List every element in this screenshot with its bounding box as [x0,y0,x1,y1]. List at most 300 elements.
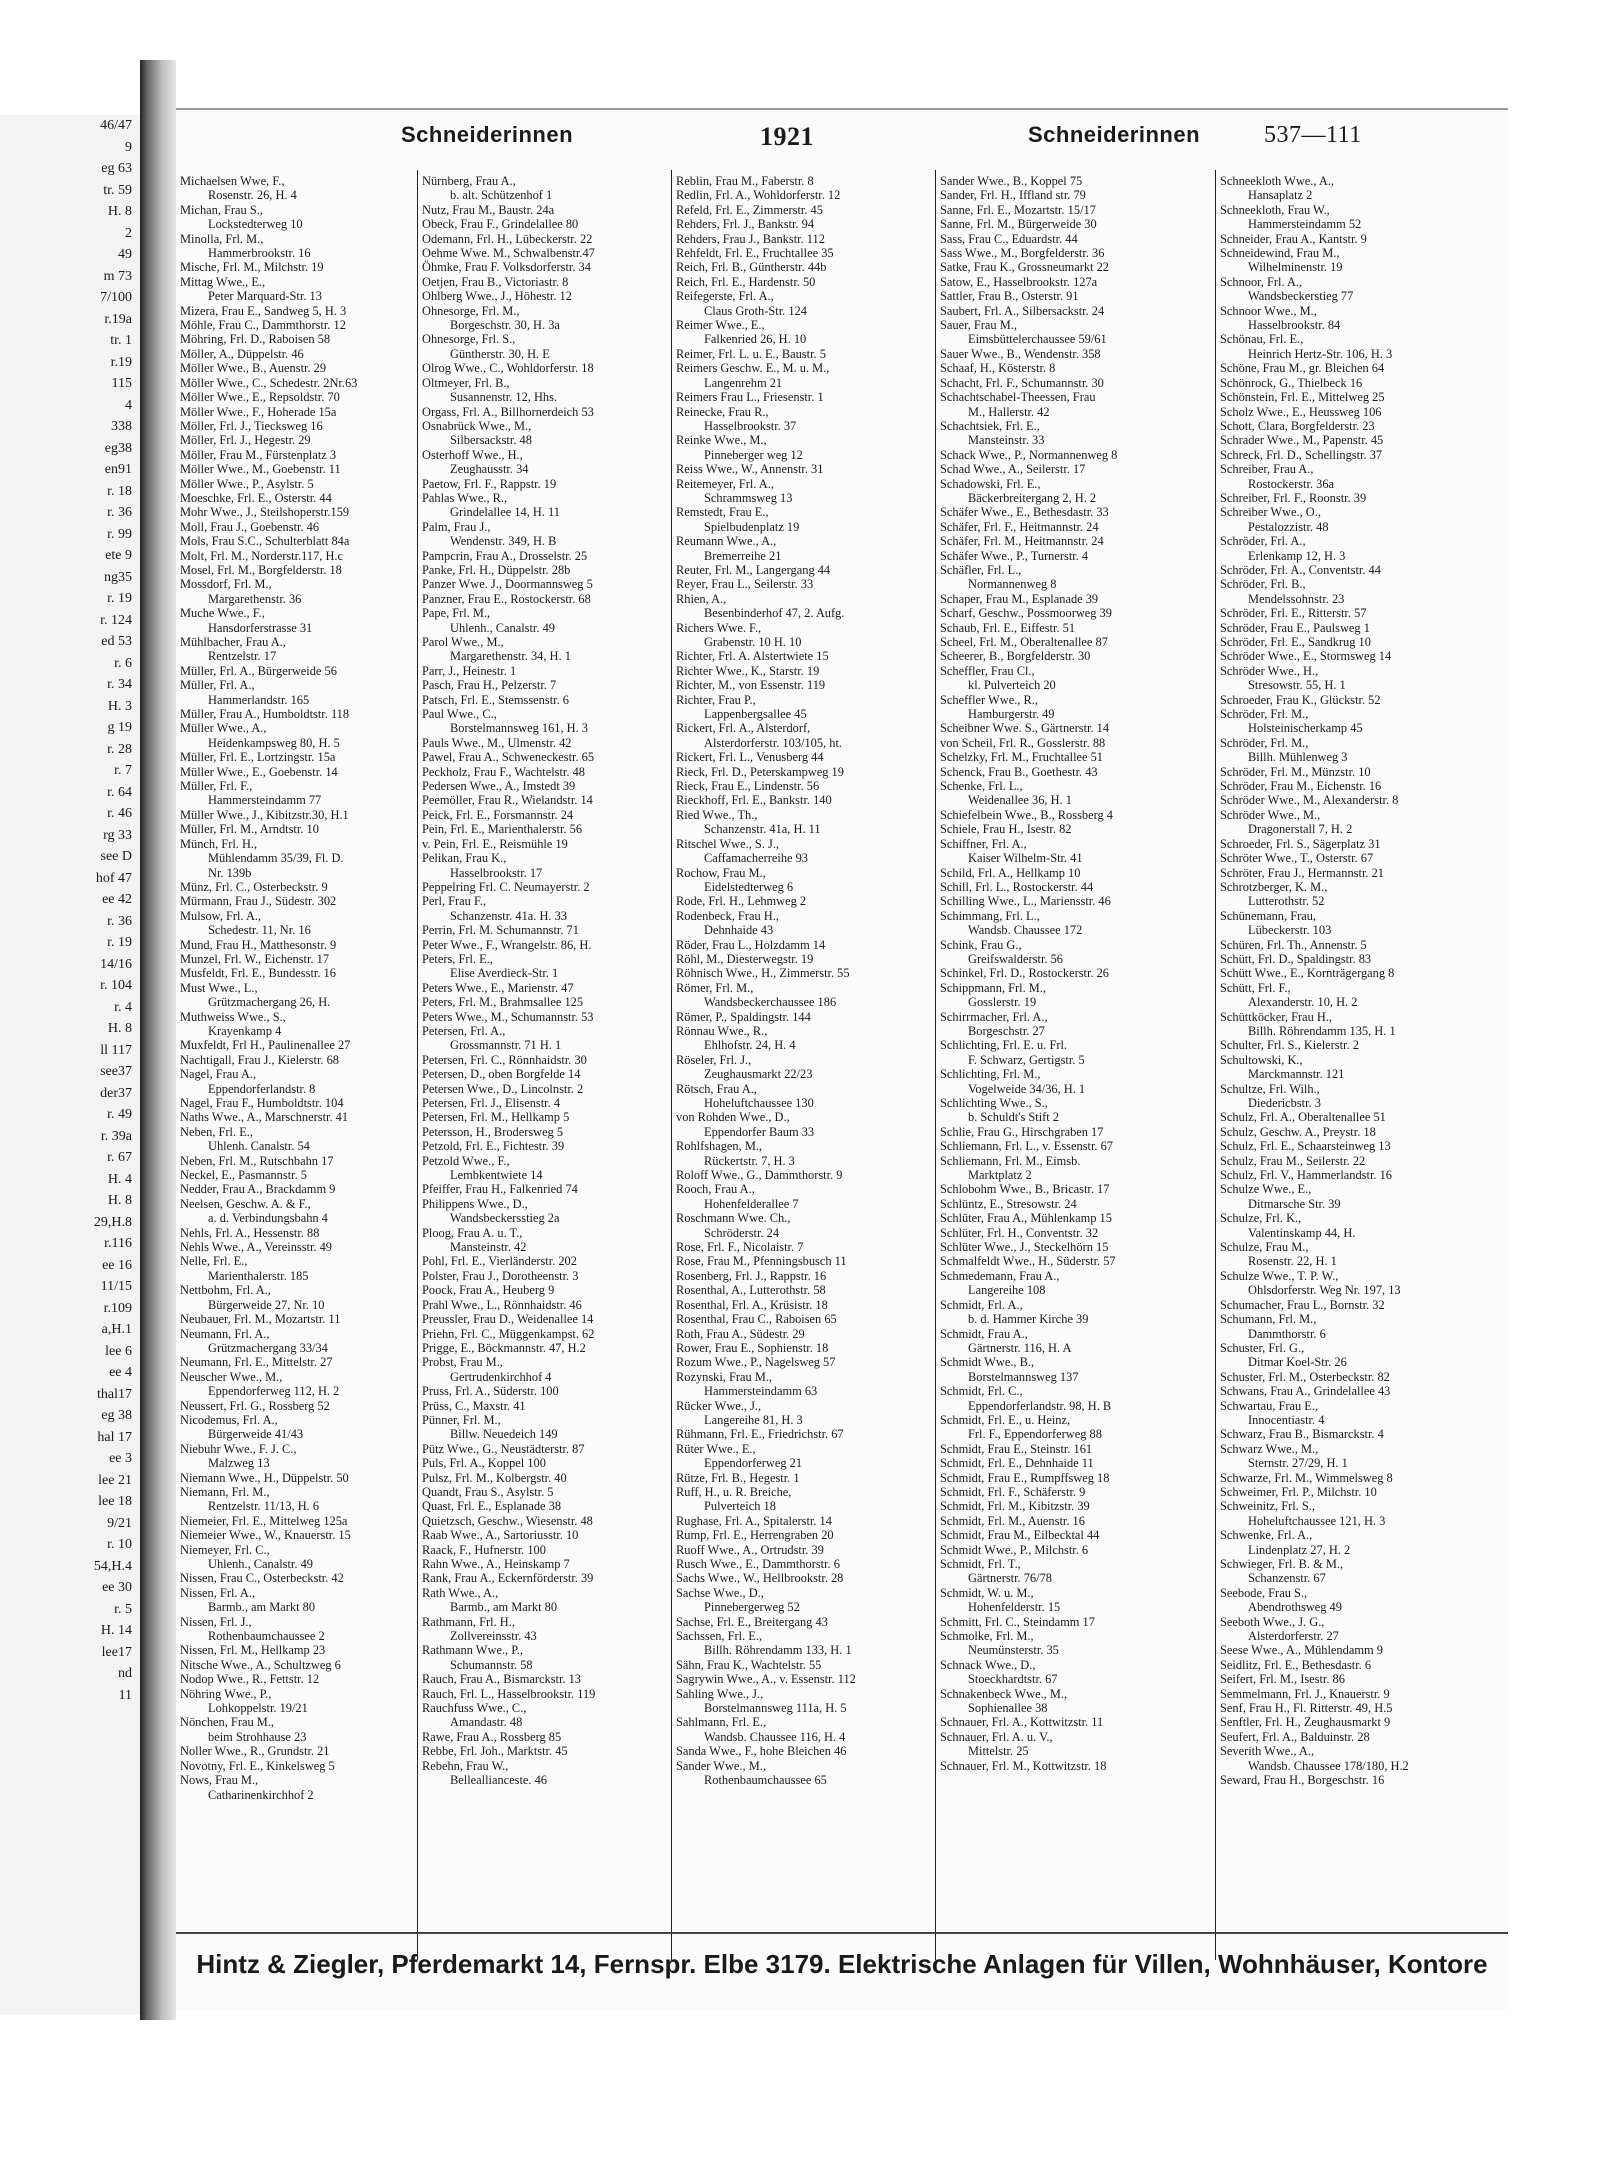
directory-entry-line: Scheffler, Frau Cl., [940,663,1035,678]
directory-entry-line: Dehnhaide 43 [704,923,774,938]
directory-entry-line: Raack, F., Hufnerstr. 100 [422,1542,546,1557]
left-page-fragment-line: 11 [118,1687,132,1703]
left-page-fragment-line: eg 38 [101,1408,132,1423]
directory-entry-line: Mohr Wwe., J., Steilshoperstr.159 [180,505,350,520]
directory-entry-line: Schröder, Frl. M., Münzstr. 10 [1220,764,1371,779]
directory-entry-line: Malzweg 13 [208,1456,270,1471]
directory-entry-line: Hoheluftchaussee 130 [704,1096,814,1110]
directory-entry-line: Panzner, Frau E., Rostockerstr. 68 [422,591,591,606]
directory-entry-line: Schill, Frl. L., Rostockerstr. 44 [940,879,1094,894]
left-page-fragment-line: 338 [111,419,132,434]
directory-entry-line: Rode, Frl. H., Lehmweg 2 [676,894,807,909]
directory-entry-line: Erlenkamp 12, H. 3 [1248,548,1346,563]
directory-entry-line: Schnoor Wwe., M., [1220,303,1317,318]
directory-entry-line: Müller Wwe., A., [180,721,267,736]
directory-entry-line: Sachs Wwe., W., Hellbrookstr. 28 [676,1571,844,1586]
left-page-fragment-line: 9 [125,139,132,155]
left-page-fragment-line: r. 5 [114,1601,132,1617]
directory-entry-line: Remstedt, Frau E., [676,505,769,520]
directory-entry-line: Schulze Wwe., E., [1220,1182,1312,1197]
directory-entry-line: Zollvereinsstr. 43 [450,1629,537,1644]
directory-entry-line: Schinkel, Frl. D., Rostockerstr. 26 [940,966,1109,981]
directory-entry-line: Pruss, Frl. A., Süderstr. 100 [422,1384,559,1399]
left-page-fragment-line: ee 16 [102,1257,132,1273]
directory-entry-line: Ruoff Wwe., A., Ortrudstr. 39 [676,1542,824,1557]
directory-entry-line: Schmidt, Frl. E., Dehnhaide 11 [940,1456,1094,1471]
directory-entry-line: Musfeldt, Frl. E., Bundesstr. 16 [180,966,336,981]
directory-entry-line: Schneekloth Wwe., A., [1220,174,1335,188]
directory-entry-line: Redlin, Frl. A., Wohldorferstr. 12 [676,188,841,203]
directory-entry-line: Peemöller, Frau R., Wielandstr. 14 [422,793,593,808]
directory-entry-line: Eppendorferweg 21 [704,1456,803,1471]
directory-entry-line: Peters Wwe., M., Schumannstr. 53 [422,1009,594,1024]
directory-entry-line: Hammersteindamm 63 [704,1384,818,1399]
directory-entry-line: Rieck, Frl. D., Peterskampweg 19 [676,764,844,779]
directory-entry-line: Quandt, Frau S., Asylstr. 5 [422,1484,554,1499]
left-page-fragment-line: H. 8 [107,204,132,219]
directory-entry-line: Must Wwe., L., [180,980,258,995]
directory-entry-line: Belleallianceste. 46 [450,1773,548,1788]
directory-entry-line: Niemeier, Frl. E., Mittelweg 125a [180,1513,348,1528]
directory-entry-line: Oehme Wwe. M., Schwalbenstr.47 [422,246,595,261]
directory-entry-line: Muthweiss Wwe., S., [180,1009,286,1024]
left-page-fragment-line: 54,H.4 [93,1558,132,1574]
directory-entry-line: Peter Marquard-Str. 13 [208,289,322,304]
directory-entry-line: Probst, Frau M., [422,1355,503,1370]
directory-entry-line: Perrin, Frl. M. Schumannstr. 71 [422,923,579,938]
directory-entry-line: Neubauer, Frl. M., Mozartstr. 11 [180,1312,341,1327]
left-page-fragment-line: r. 36 [107,505,132,520]
directory-entry-line: Schüttköcker, Frau H., [1220,1009,1333,1024]
directory-entry-line: Schröder Wwe., M., Alexanderstr. 8 [1220,793,1399,808]
directory-entry-line: Schönau, Frl. E., [1220,332,1304,347]
directory-entry-line: Schäfer, Frl. M., Heitmannstr. 24 [940,534,1104,549]
left-page-fragment-line: r. 46 [107,806,132,821]
directory-entry-line: Nows, Frau M., [180,1773,259,1788]
left-page-fragment-line: r. 19 [107,591,132,606]
directory-entry-line: Scheel, Frl. M., Oberaltenallee 87 [940,635,1108,649]
left-page-fragment-line: r. 67 [107,1150,132,1165]
directory-entry-line: Borstelmannsweg 137 [968,1369,1079,1384]
page-header [176,122,1508,166]
directory-entry-line: Eimsbüttelerchaussee 59/61 [968,332,1107,347]
directory-entry-line: Rose, Frau M., Pfenningsbusch 11 [676,1254,847,1269]
directory-entry-line: Margarethenstr. 36 [208,591,302,606]
directory-entry-line: Pape, Frl. M., [422,606,491,621]
directory-entry-line: Gärtnerstr. 76/78 [968,1571,1052,1586]
directory-entry-line: Nehls Wwe., A., Vereinsstr. 49 [180,1240,333,1255]
directory-entry-line: Silbersackstr. 48 [450,433,532,448]
directory-entry-line: Mische, Frl. M., Milchstr. 19 [180,260,324,275]
directory-entry-line: Münch, Frl. H., [180,836,258,851]
directory-entry-line: Münz, Frl. C., Osterbeckstr. 9 [180,879,328,894]
directory-entry-line: Nettbohm, Frl. A., [180,1283,271,1298]
directory-entry-line: Reinecke, Frau R., [676,404,769,419]
directory-entry-line: Pulsz, Frl. M., Kolbergstr. 40 [422,1470,567,1485]
directory-entry-line: Schachtschabel-Theessen, Frau [940,390,1096,405]
directory-entry-line: Dammthorstr. 6 [1248,1326,1326,1341]
directory-entry-line: Rosenthal, Frau C., Raboisen 65 [676,1312,837,1327]
directory-entry-line: Pelikan, Frau K., [422,851,507,866]
directory-entry-line: Güntherstr. 30, H. E [450,346,550,361]
directory-entry-line: Sanne, Frl. E., Mozartstr. 15/17 [940,202,1096,217]
directory-entry-line: Rauchfuss Wwe., C., [422,1701,527,1716]
directory-entry-line: Schweinitz, Frl. S., [1220,1499,1315,1514]
directory-entry-line: Schaub, Frl. E., Eiffestr. 51 [940,620,1076,635]
directory-entry-line: Refeld, Frl. E., Zimmerstr. 45 [676,202,823,217]
directory-entry-line: Schmidt, Frau E., Rumpffsweg 18 [940,1470,1110,1485]
directory-entry-line: Rickert, Frl. L., Venusberg 44 [676,750,824,765]
directory-entry-line: Schmidt, W. u. M., [940,1585,1034,1600]
directory-entry-line: Schulze, Frau M., [1220,1240,1309,1255]
advertisement-footer: Hintz & Ziegler, Pferdemarkt 14, Fernspr. Elbe 3179. Elektrische Anlagen für Villen, Wohnhäuser, Kontore [176,1932,1508,1994]
directory-entry-line: Mittag Wwe., E., [180,274,266,289]
directory-entry-line: Rughase, Frl. A., Spitalerstr. 14 [676,1513,832,1528]
directory-entry-line: Rahn Wwe., A., Heinskamp 7 [422,1557,570,1571]
directory-entry-line: Rauch, Frl. L., Hasselbrookstr. 119 [422,1686,596,1701]
directory-entry-line: Borstelmannsweg 111a, H. 5 [704,1701,847,1716]
directory-entry-line: Schäfer, Frl. F., Heitmannstr. 24 [940,519,1099,534]
previous-page-fragment [0,115,143,2015]
directory-entry-line: Roschmann Wwe. Ch., [676,1211,791,1226]
directory-entry-line: Hammerbrookstr. 16 [208,246,311,261]
directory-entry-line: Schink, Frau G., [940,937,1022,952]
directory-entry-line: Raab Wwe., A., Sartoriusstr. 10 [422,1528,579,1543]
directory-entry-line: Schwartau, Frau E., [1220,1398,1319,1413]
left-page-fragment-line: lee17 [101,1644,132,1660]
directory-entry-line: Bürgerweide 41/43 [208,1427,304,1442]
left-page-fragment-line: hof 47 [95,870,132,886]
left-page-fragment-line: hal 17 [97,1429,132,1445]
directory-entry-line: Schröder Wwe., H., [1220,663,1319,678]
directory-entry-line: Schöne, Frau M., gr. Bleichen 64 [1220,361,1385,376]
left-page-fragment-line: 29,H.8 [93,1214,132,1230]
directory-entry-line: Gärtnerstr. 116, H. A [968,1340,1072,1355]
directory-entry-line: Satow, E., Hasselbrookstr. 127a [940,274,1098,289]
directory-entry-line: Rathmann Wwe., P., [422,1643,523,1658]
left-page-fragment-line: 115 [111,376,132,391]
directory-entry-line: Schanzenstr. 41a, H. 11 [704,822,821,837]
directory-entry-line: Seese Wwe., A., Mühlendamm 9 [1220,1643,1383,1658]
directory-entry-line: beim Strohhause 23 [208,1729,307,1744]
directory-entry-line: Rothenbaumchaussee 65 [704,1773,827,1788]
directory-entry-line: Barmb., am Markt 80 [208,1600,316,1615]
directory-entry-line: Schnauer, Frl. M., Kottwitzstr. 18 [940,1758,1107,1773]
directory-entry-line: Reimers Geschw. E., M. u. M., [676,361,830,376]
directory-entry-line: Hamburgerstr. 49 [968,707,1055,722]
directory-entry-line: Billw. Neuedeich 149 [450,1427,558,1442]
directory-entry-line: Schlie, Frau G., Hirschgraben 17 [940,1124,1104,1139]
directory-entry-line: Schachtsiek, Frl. E., [940,418,1040,433]
directory-entry-line: Ohnesorge, Frl. S., [422,332,516,347]
directory-entry-line: Reich, Frl. B., Güntherstr. 44b [676,260,827,275]
directory-entry-line: Petersen, Frl. C., Rönnhaidstr. 30 [422,1052,587,1067]
directory-entry-line: Schaper, Frau M., Esplanade 39 [940,591,1099,606]
directory-entry-line: Pohl, Frl. E., Vierländerstr. 202 [422,1254,577,1269]
directory-entry-line: Muche Wwe., F., [180,606,265,621]
directory-entry-line: Petersen, D., oben Borgfelde 14 [422,1067,581,1082]
directory-entry-line: Schäfler, Frl. L., [940,562,1022,577]
directory-entry-line: Schlobohm Wwe., B., Bricastr. 17 [940,1182,1110,1197]
directory-entry-line: Pinnebergerweg 52 [704,1600,800,1615]
directory-entry-line: Muxfeldt, Frl H., Paulinenallee 27 [180,1038,351,1053]
directory-entry-line: Ohlsdorferstr. Weg Nr. 197, 13 [1248,1283,1401,1298]
directory-entry-line: Möller, A., Düppelstr. 46 [180,346,304,361]
directory-entry-line: b. alt. Schützenhof 1 [450,188,553,203]
directory-entry-line: Sanne, Frl. M., Bürgerweide 30 [940,217,1097,232]
directory-entry-line: Schedestr. 11, Nr. 16 [208,923,311,938]
directory-entry-line: Schenke, Frl. L., [940,779,1023,794]
directory-entry-line: Pulverteich 18 [704,1499,776,1514]
directory-entry-line: Hasselbrookstr. 37 [704,418,797,433]
directory-entry-line: Schulze, Frl. K., [1220,1211,1302,1226]
directory-entry-line: Vogelweide 34/36, H. 1 [968,1081,1086,1096]
header-right-title: Schneiderinnen [1028,122,1201,147]
directory-entry-line: Schönstein, Frl. E., Mittelweg 25 [1220,390,1385,405]
left-page-fragment-line: ed 53 [101,634,132,649]
directory-entry-line: Nissen, Frl. M., Hellkamp 23 [180,1643,326,1658]
directory-entry-line: Richter, Frl. A. Alstertwiete 15 [676,649,829,664]
directory-entry-line: Zeughausstr. 34 [450,462,529,477]
directory-entry-line: Schuster, Frl. G., [1220,1340,1305,1355]
directory-entry-line: Rentzelstr. 11/13, H. 6 [208,1499,320,1514]
directory-entry-line: Pedersen Wwe., A., Imstedt 39 [422,779,576,794]
left-page-fragment-line: 46/47 [100,118,132,133]
directory-entry-line: Sass, Frau C., Eduardstr. 44 [940,231,1078,246]
left-page-fragment-line: der37 [100,1085,132,1101]
directory-entry-line: Catharinenkirchhof 2 [208,1787,314,1802]
directory-entry-line: Ritschel Wwe., S. J., [676,836,780,851]
directory-entry-line: Weidenallee 36, H. 1 [968,793,1072,808]
directory-entry-line: Rühmann, Frl. E., Friedrichstr. 67 [676,1427,844,1442]
directory-entry-line: Sagrywin Wwe., A., v. Essenstr. 112 [676,1672,856,1687]
directory-entry-line: Eppendorfer Baum 33 [704,1124,815,1139]
directory-entry-line: Abendrothsweg 49 [1248,1600,1342,1615]
directory-entry-line: Paetow, Frl. F., Rappstr. 19 [422,476,557,491]
directory-entry-line: Öhmke, Frau F. Volksdorferstr. 34 [422,260,591,275]
directory-entry-line: Bremerreihe 21 [704,548,782,563]
directory-entry-line: Grabenstr. 10 H. 10 [704,635,802,649]
directory-entry-line: Schüren, Frl. Th., Annenstr. 5 [1220,937,1367,952]
directory-entry-line: Schulz, Frl. E., Schaarsteinweg 13 [1220,1139,1391,1154]
directory-entry-line: Rose, Frl. F., Nicolaistr. 7 [676,1240,804,1255]
directory-entry-line: Schliemann, Frl. M., Eimsb. [940,1153,1081,1168]
directory-entry-line: Petersen, Frl. A., [422,1023,506,1038]
directory-entry-line: Schnauer, Frl. A. u. V., [940,1729,1053,1744]
directory-entry-line: Billh. Röhrendamm 133, H. 1 [704,1643,852,1658]
directory-entry-line: Uhlenh. Canalstr. 54 [208,1139,310,1154]
directory-entry-line: Müller, Frl. A., Bürgerweide 56 [180,663,337,678]
directory-entry-line: Schulz, Frau M., Seilerstr. 22 [1220,1153,1366,1168]
left-page-fragment-line: ll 117 [100,1042,132,1058]
directory-entry-line: Schroeder, Frau K., Glückstr. 52 [1220,692,1381,707]
left-page-fragment-line: nd [118,1666,132,1681]
directory-entry-line: Schroeder, Frl. S., Sägerplatz 31 [1220,836,1381,851]
left-page-fragment-line: r. 49 [107,1107,132,1122]
directory-entry-line: Uhlenh., Canalstr. 49 [450,620,555,635]
directory-entry-line: Schild, Frl. A., Hellkamp 10 [940,865,1081,880]
directory-entry-line: Müller, Frl. M., Arndtstr. 10 [180,822,319,837]
directory-entry-line: Grützmachergang 33/34 [208,1340,328,1355]
directory-entry-line: Schiele, Frau H., Isestr. 82 [940,822,1072,837]
directory-entry-line: Schiefelbein Wwe., B., Rossberg 4 [940,807,1113,822]
directory-entry-line: Nagel, Frau F., Humboldtstr. 104 [180,1096,344,1110]
directory-entry-line: Schwieger, Frl. B. & M., [1220,1557,1344,1571]
left-page-fragment-line: rg 33 [103,827,132,843]
directory-entry-line: Lappenbergsallee 45 [704,707,807,722]
directory-entry-line: Schumacher, Frau L., Bornstr. 32 [1220,1297,1385,1312]
directory-column-5 [1216,170,1508,1960]
directory-entry-line: Parr, J., Heinestr. 1 [422,663,517,678]
directory-entry-line: Langereihe 108 [968,1283,1046,1298]
left-page-fragment-line: ee 30 [102,1580,132,1595]
directory-entry-line: Osnabrück Wwe., M., [422,418,532,433]
directory-entry-line: Prigge, E., Böckmannstr. 47, H.2 [422,1340,586,1355]
directory-entry-line: Schnauer, Frl. A., Kottwitzstr. 11 [940,1715,1104,1730]
directory-entry-line: Schrotzberger, K. M., [1220,879,1328,894]
directory-entry-line: Quietzsch, Geschw., Wiesenstr. 48 [422,1513,593,1528]
directory-entry-line: Peters, Frl. E., [422,951,493,966]
directory-entry-line: Puls, Frl. A., Koppel 100 [422,1456,546,1471]
directory-entry-line: Rönnau Wwe., R., [676,1023,768,1038]
directory-entry-line: Schmalfeldt Wwe., H., Süderstr. 57 [940,1254,1116,1269]
directory-entry-line: Lembkentwiete 14 [450,1168,543,1183]
directory-entry-line: Quast, Frl. E., Esplanade 38 [422,1499,562,1514]
directory-entry-line: Semmelmann, Frl. J., Knauerstr. 9 [1220,1686,1390,1701]
left-page-fragment-line: r.19 [110,354,132,370]
directory-entry-line: Pütz Wwe., G., Neustädterstr. 87 [422,1441,585,1456]
directory-entry-line: Wandsb. Chaussee 178/180, H.2 [1248,1758,1409,1773]
directory-entry-line: Falkenried 26, H. 10 [704,332,807,347]
directory-entry-line: Neben, Frl. E., [180,1124,253,1139]
directory-entry-line: Rentzelstr. 17 [208,649,277,664]
directory-entry-line: Perl, Frau F., [422,894,487,909]
directory-entry-line: Roloff Wwe., G., Dammthorstr. 9 [676,1168,843,1183]
directory-entry-line: Schmidt, Frl. E., u. Heinz, [940,1412,1071,1427]
directory-entry-line: Marienthalerstr. 185 [208,1268,309,1283]
directory-entry-line: Petersson, H., Brodersweg 5 [422,1124,564,1139]
directory-entry-line: Möller Wwe., B., Auenstr. 29 [180,361,327,376]
directory-entry-line: Rötsch, Frau A., [676,1081,757,1096]
directory-entry-line: Scheerer, B., Borgfelderstr. 30 [940,649,1091,664]
directory-entry-line: Hasselbrookstr. 17 [450,865,543,880]
directory-entry-line: Rauch, Frau A., Bismarckstr. 13 [422,1672,581,1687]
directory-column-4 [936,170,1216,1960]
directory-entry-line: Polster, Frau J., Dorotheenstr. 3 [422,1268,579,1283]
directory-entry-line: Römer, Frl. M., [676,980,754,995]
left-page-fragment-line: ee 4 [109,1365,132,1380]
directory-columns [176,170,1508,1960]
directory-entry-line: Valentinskamp 44, H. [1248,1225,1356,1240]
directory-entry-line: Moll, Frau J., Goebenstr. 46 [180,519,320,534]
left-page-fragment-line: ee 42 [102,892,132,907]
directory-entry-line: Wandsbeckerstieg 77 [1248,289,1354,304]
directory-entry-line: Preussler, Frau D., Weidenallee 14 [422,1312,594,1327]
directory-entry-line: Schmidt Wwe., P., Milchstr. 6 [940,1542,1089,1557]
directory-entry-line: Rower, Frau E., Sophienstr. 18 [676,1340,829,1355]
directory-entry-line: v. Pein, Frl. E., Reismühle 19 [422,836,568,851]
directory-entry-line: Panke, Frl. H., Düppelstr. 28b [422,562,571,577]
directory-entry-line: Nicodemus, Frl. A., [180,1412,278,1427]
directory-entry-line: Schreiber Wwe., O., [1220,505,1321,520]
directory-entry-line: Müller, Frl. E., Lortzingstr. 15a [180,750,336,765]
left-page-fragment-line: see37 [100,1064,132,1079]
left-page-fragment-line: lee 6 [105,1343,132,1359]
directory-entry-line: Nöhring Wwe., P., [180,1686,272,1701]
directory-entry-line: Schlüter, Frl. H., Conventstr. 32 [940,1225,1099,1240]
directory-entry-line: Frl. F., Eppendorferweg 88 [968,1427,1102,1442]
directory-entry-line: Schad Wwe., A., Seilerstr. 17 [940,462,1086,477]
left-page-fragment-line: 9/21 [107,1515,132,1531]
directory-entry-line: Rochow, Frau M., [676,865,766,880]
directory-entry-line: Sahling Wwe., J., [676,1686,764,1701]
directory-entry-line: Möller Wwe., C., Schedestr. 2Nr.63 [180,375,358,390]
left-page-fragment-line: ee 3 [109,1451,132,1466]
directory-entry-line: Schmidt, Frau E., Steinstr. 161 [940,1441,1093,1456]
left-page-fragment-line: r. 64 [107,784,132,800]
directory-entry-line: Lindenplatz 27, H. 2 [1248,1542,1351,1557]
directory-entry-line: Möller Wwe., M., Goebenstr. 11 [180,462,341,477]
directory-entry-line: Alsterdorferstr. 103/105, ht. [704,735,842,750]
directory-entry-line: Hasselbrookstr. 84 [1248,318,1341,333]
directory-entry-line: Billh. Röhrendamm 135, H. 1 [1248,1023,1396,1038]
directory-entry-line: Schönrock, G., Thielbeck 16 [1220,375,1363,390]
directory-entry-line: Rückertstr. 7, H. 3 [704,1153,795,1168]
left-page-fragment-line: H. 8 [107,1193,132,1208]
directory-entry-line: Osterhoff Wwe., H., [422,447,523,462]
directory-entry-line: Schacht, Frl. F., Schumannstr. 30 [940,375,1104,390]
directory-entry-line: Satke, Frau K., Grossneumarkt 22 [940,260,1109,275]
left-page-fragment-line: r. 39a [100,1128,132,1144]
directory-entry-line: Schmedemann, Frau A., [940,1268,1060,1283]
directory-entry-line: Nissen, Frau C., Osterbeckstr. 42 [180,1571,344,1586]
directory-entry-line: Hammersteindamm 52 [1248,217,1362,232]
left-page-fragment-line: eg38 [104,440,132,456]
directory-entry-line: Scheffler Wwe., R., [940,692,1038,707]
directory-entry-line: Peters, Frl. M., Brahmsallee 125 [422,995,584,1010]
directory-entry-line: Schelzky, Frl. M., Fruchtallee 51 [940,750,1103,765]
directory-entry-line: Richter, M., von Essenstr. 119 [676,678,826,693]
directory-entry-line: Schweimer, Frl. P., Milchstr. 10 [1220,1484,1377,1499]
directory-entry-line: Müller, Frl. A., [180,678,255,693]
directory-entry-line: b. d. Hammer Kirche 39 [968,1312,1089,1327]
directory-entry-line: Rozynski, Frau M., [676,1369,773,1384]
directory-entry-line: Obeck, Frau F., Grindelallee 80 [422,217,579,232]
directory-entry-line: Nissen, Frl. J., [180,1614,252,1629]
directory-entry-line: Schneidewind, Frau M., [1220,246,1340,261]
directory-entry-line: Lohkoppelstr. 19/21 [208,1701,308,1716]
directory-entry-line: Scholz Wwe., E., Heussweg 106 [1220,404,1382,419]
directory-entry-line: Hansaplatz 2 [1248,188,1313,203]
directory-entry-line: Seifert, Frl. M., Isestr. 86 [1220,1672,1345,1687]
directory-entry-line: Bürgerweide 27, Nr. 10 [208,1297,325,1312]
directory-entry-line: Rank, Frau A., Eckernförderstr. 39 [422,1571,594,1586]
directory-entry-line: Niemann, Frl. M., [180,1484,270,1499]
directory-entry-line: Sander Wwe., B., Koppel 75 [940,174,1083,188]
directory-entry-line: Möhle, Frau C., Dammthorstr. 12 [180,318,346,333]
directory-entry-line: Palm, Frau J., [422,519,491,534]
left-page-fragment-line: lee 21 [98,1472,132,1488]
directory-entry-line: Schrammsweg 13 [704,490,793,505]
directory-entry-line: Petzold Wwe., F., [422,1153,510,1168]
directory-entry-line: Gosslerstr. 19 [968,995,1037,1010]
directory-entry-line: Schwarz, Frau B., Bismarckstr. 4 [1220,1427,1384,1442]
directory-entry-line: Reimers Frau L., Friesenstr. 1 [676,390,824,405]
directory-entry-line: Odemann, Frl. H., Lübeckerstr. 22 [422,231,593,246]
directory-entry-line: Rosenthal, Frl. A., Krüsistr. 18 [676,1297,828,1312]
left-page-fragment-line: r. 6 [114,655,132,671]
directory-entry-line: Prüss, C., Maxstr. 41 [422,1398,526,1413]
